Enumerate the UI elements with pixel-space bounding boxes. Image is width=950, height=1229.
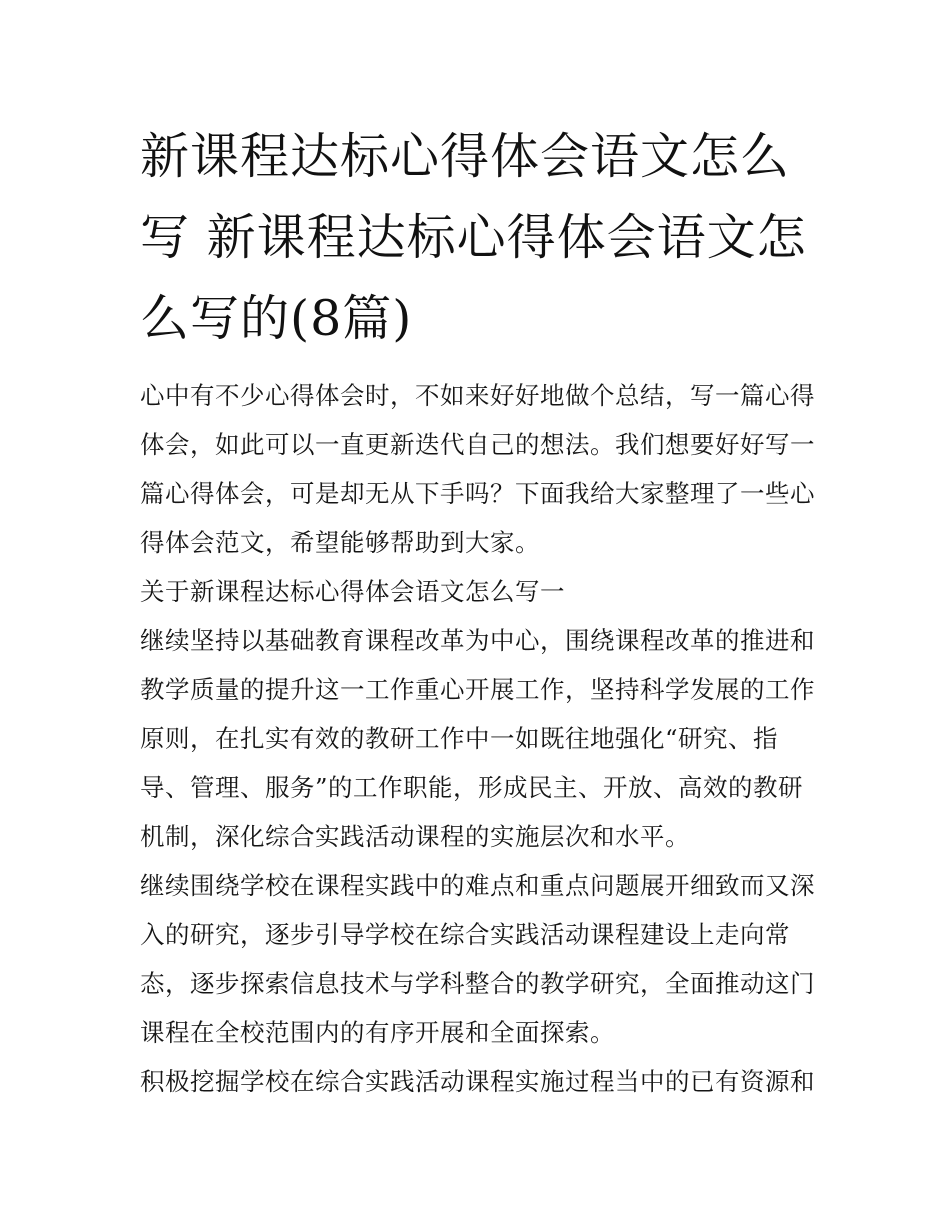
body-paragraph-3: 积极挖掘学校在综合实践活动课程实施过程当中的已有资源和 bbox=[140, 1067, 815, 1096]
section-heading: 关于新课程达标心得体会语文怎么写一 bbox=[140, 577, 565, 606]
title-spacer bbox=[140, 359, 820, 371]
intro-paragraph: 心中有不少心得体会时，不如来好好地做个总结，写一篇心得体会，如此可以一直更新迭代自己的想法。我们想要好好写一篇心得体会，可是却无从下手吗？下面我给大家整理了一些心得体会范文，希望能够帮助到大家。 bbox=[140, 381, 815, 557]
document-body bbox=[140, 116, 820, 1106]
document-title: 新课程达标心得体会语文怎么写 新课程达标心得体会语文怎么写的(8篇) bbox=[140, 128, 807, 347]
body-paragraph-1: 继续坚持以基础教育课程改革为中心，围绕课程改革的推进和教学质量的提升这一工作重心开展工作，坚持科学发展的工作原则，在扎实有效的教研工作中一如既往地强化“研究、指导、管理、服务”的工作职能，形成民主、开放、高效的教研机制，深化综合实践活动课程的实施层次和水平。 bbox=[140, 626, 815, 851]
body-paragraph-2: 继续围绕学校在课程实践中的难点和重点问题展开细致而又深入的研究，逐步引导学校在综合实践活动课程建设上走向常态，逐步探索信息技术与学科整合的教学研究，全面推动这门课程在全校范围内的有序开展和全面探索。 bbox=[140, 871, 815, 1047]
